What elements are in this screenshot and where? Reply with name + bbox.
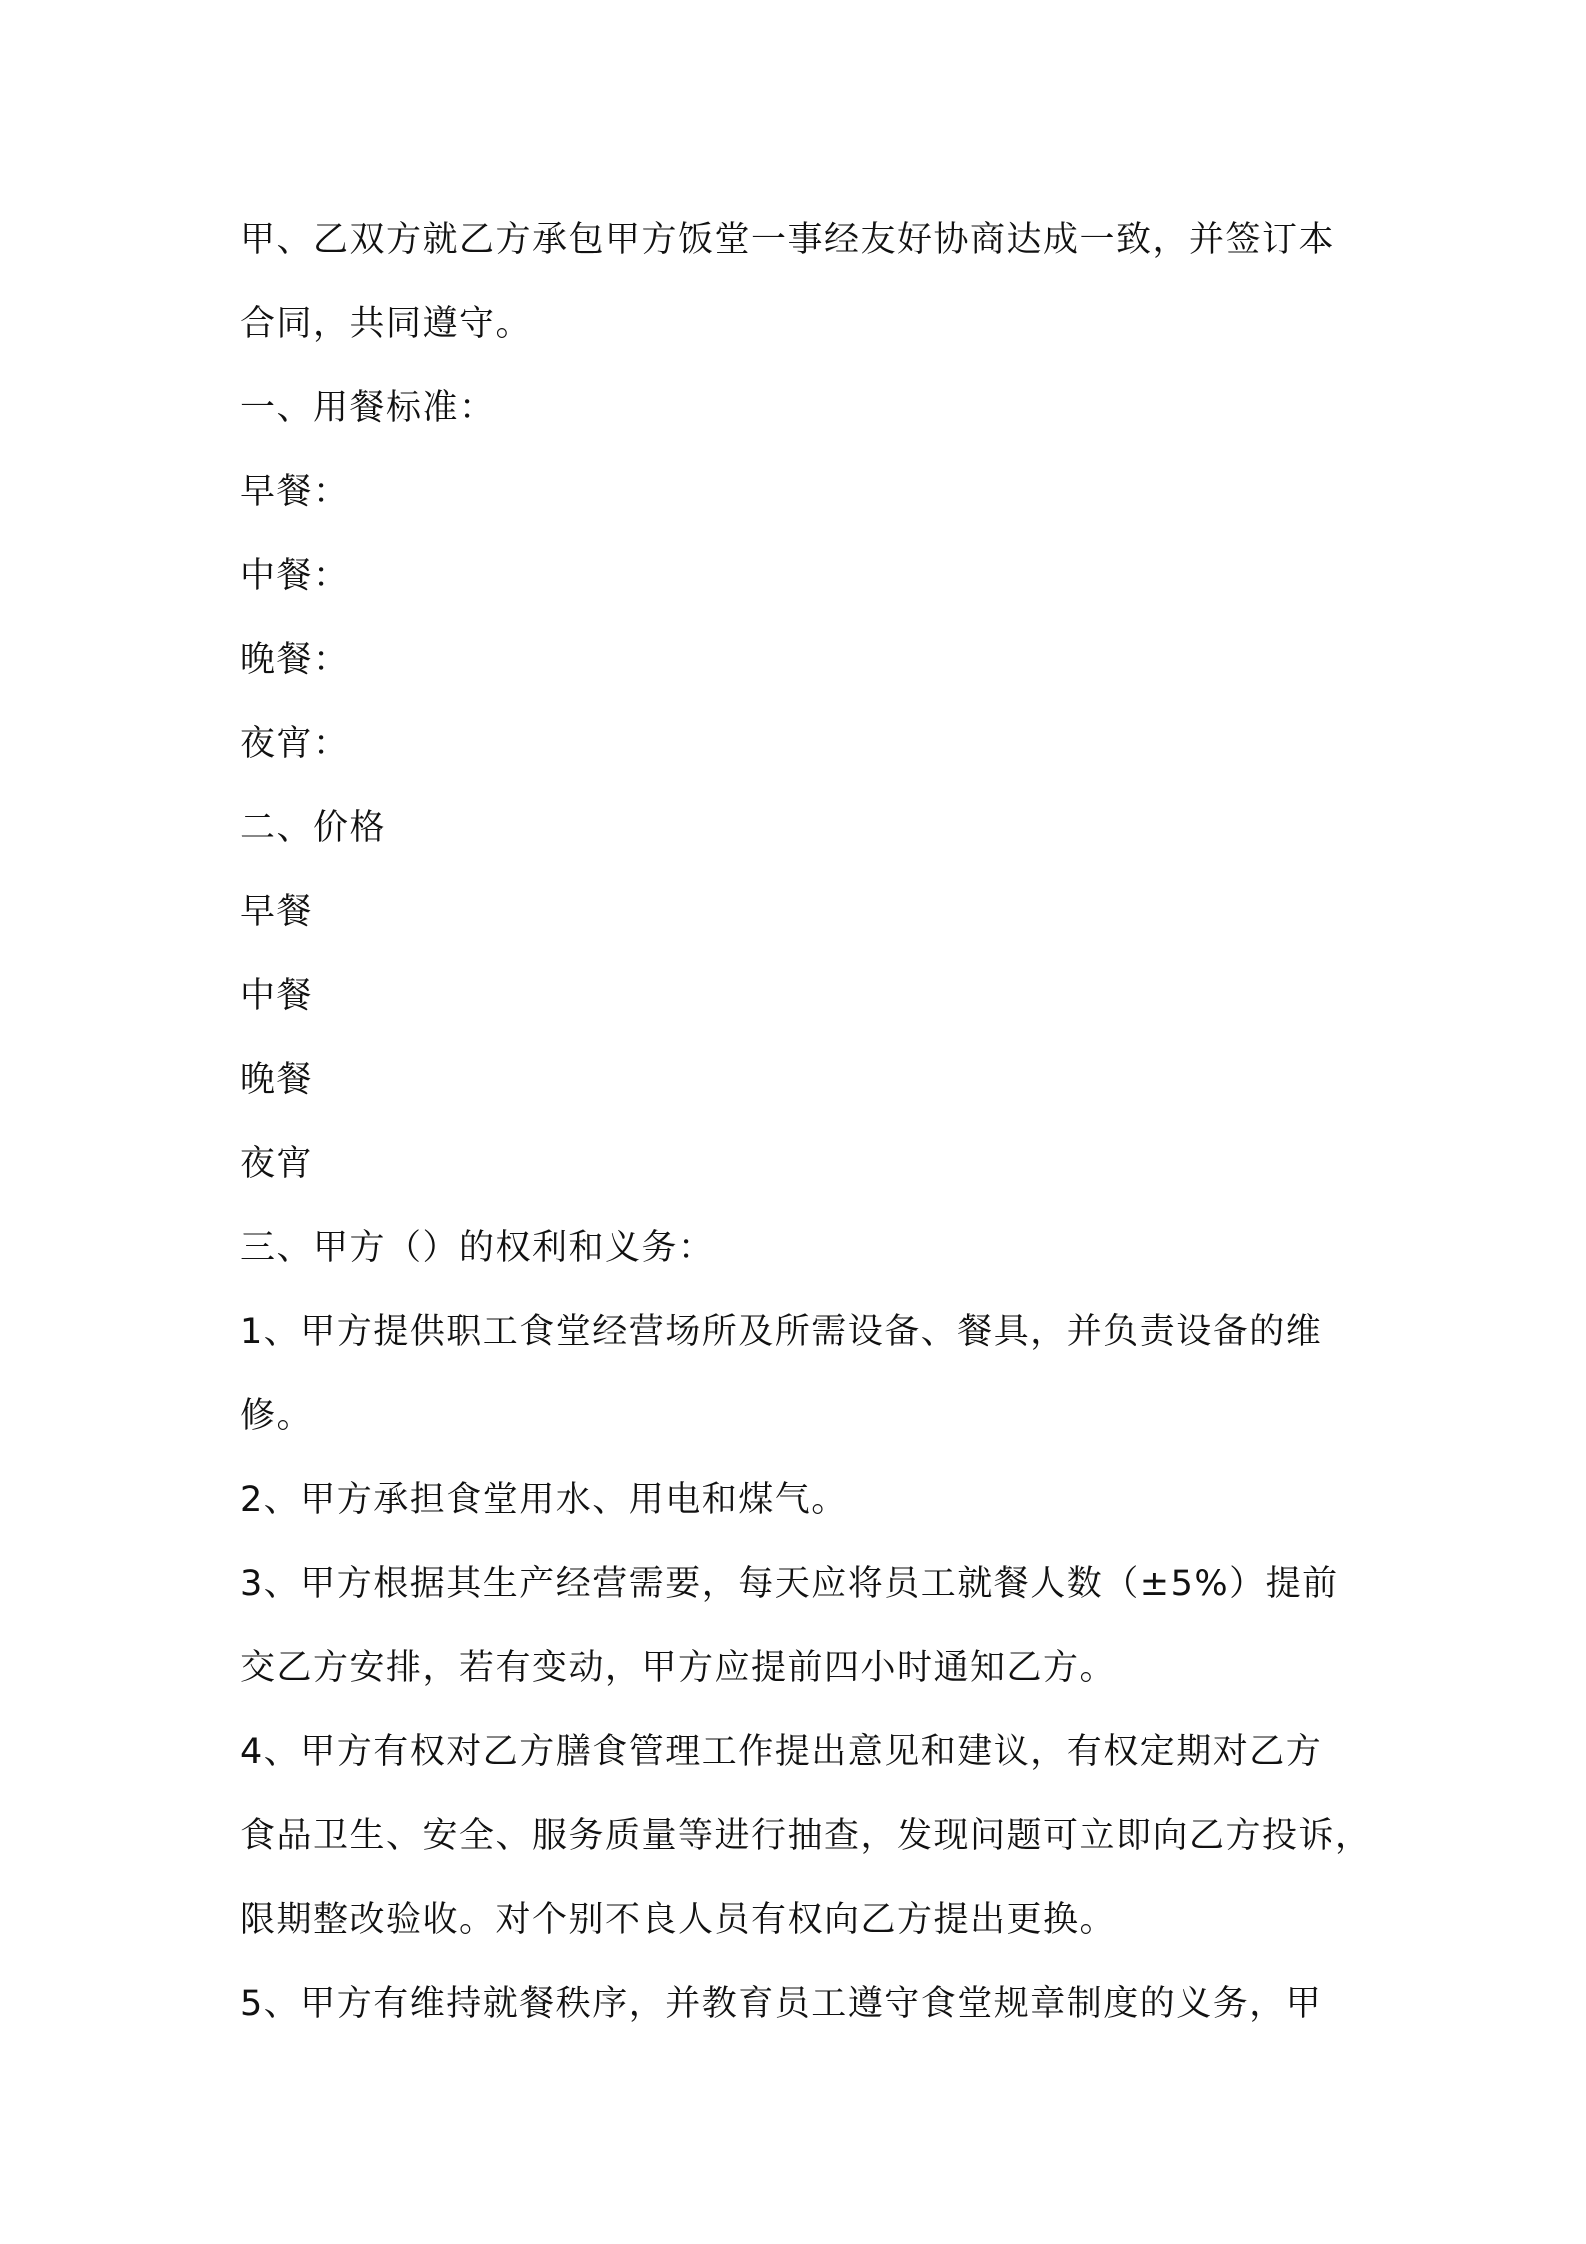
clause-3-line-2: 交乙方安排，若有变动，甲方应提前四小时通知乙方。 [240,1648,1117,1688]
meal-standard-dinner: 晚餐： [240,640,350,680]
document-page [240,198,1372,2046]
section-heading-party-a-rights: 三、甲方（）的权利和义务： [240,1228,715,1268]
meal-standard-lunch: 中餐： [240,556,350,596]
intro-line-1: 甲、乙双方就乙方承包甲方饭堂一事经友好协商达成一致，并签订本 [240,220,1336,260]
meal-standard-breakfast: 早餐： [240,472,350,512]
price-dinner: 晚餐 [240,1060,314,1100]
price-late-snack: 夜宵 [240,1144,314,1184]
clause-5-line-1: 5、甲方有维持就餐秩序，并教育员工遵守食堂规章制度的义务，甲 [240,1984,1323,2024]
section-heading-meal-standard: 一、用餐标准： [240,388,496,428]
clause-4-line-1: 4、甲方有权对乙方膳食管理工作提出意见和建议，有权定期对乙方 [240,1732,1323,1772]
clause-4-line-2: 食品卫生、安全、服务质量等进行抽查，发现问题可立即向乙方投诉， [240,1816,1372,1856]
intro-line-2: 合同，共同遵守。 [240,304,533,344]
clause-3-line-1: 3、甲方根据其生产经营需要，每天应将员工就餐人数（±5%）提前 [240,1564,1339,1604]
clause-4-line-3: 限期整改验收。对个别不良人员有权向乙方提出更换。 [240,1900,1117,1940]
section-heading-price: 二、价格 [240,808,387,848]
clause-1-line-1: 1、甲方提供职工食堂经营场所及所需设备、餐具，并负责设备的维 [240,1312,1323,1352]
clause-1-line-2: 修。 [240,1396,314,1436]
price-lunch: 中餐 [240,976,314,1016]
clause-2-line-1: 2、甲方承担食堂用水、用电和煤气。 [240,1480,848,1520]
meal-standard-late-snack: 夜宵： [240,724,350,764]
price-breakfast: 早餐 [240,892,314,932]
